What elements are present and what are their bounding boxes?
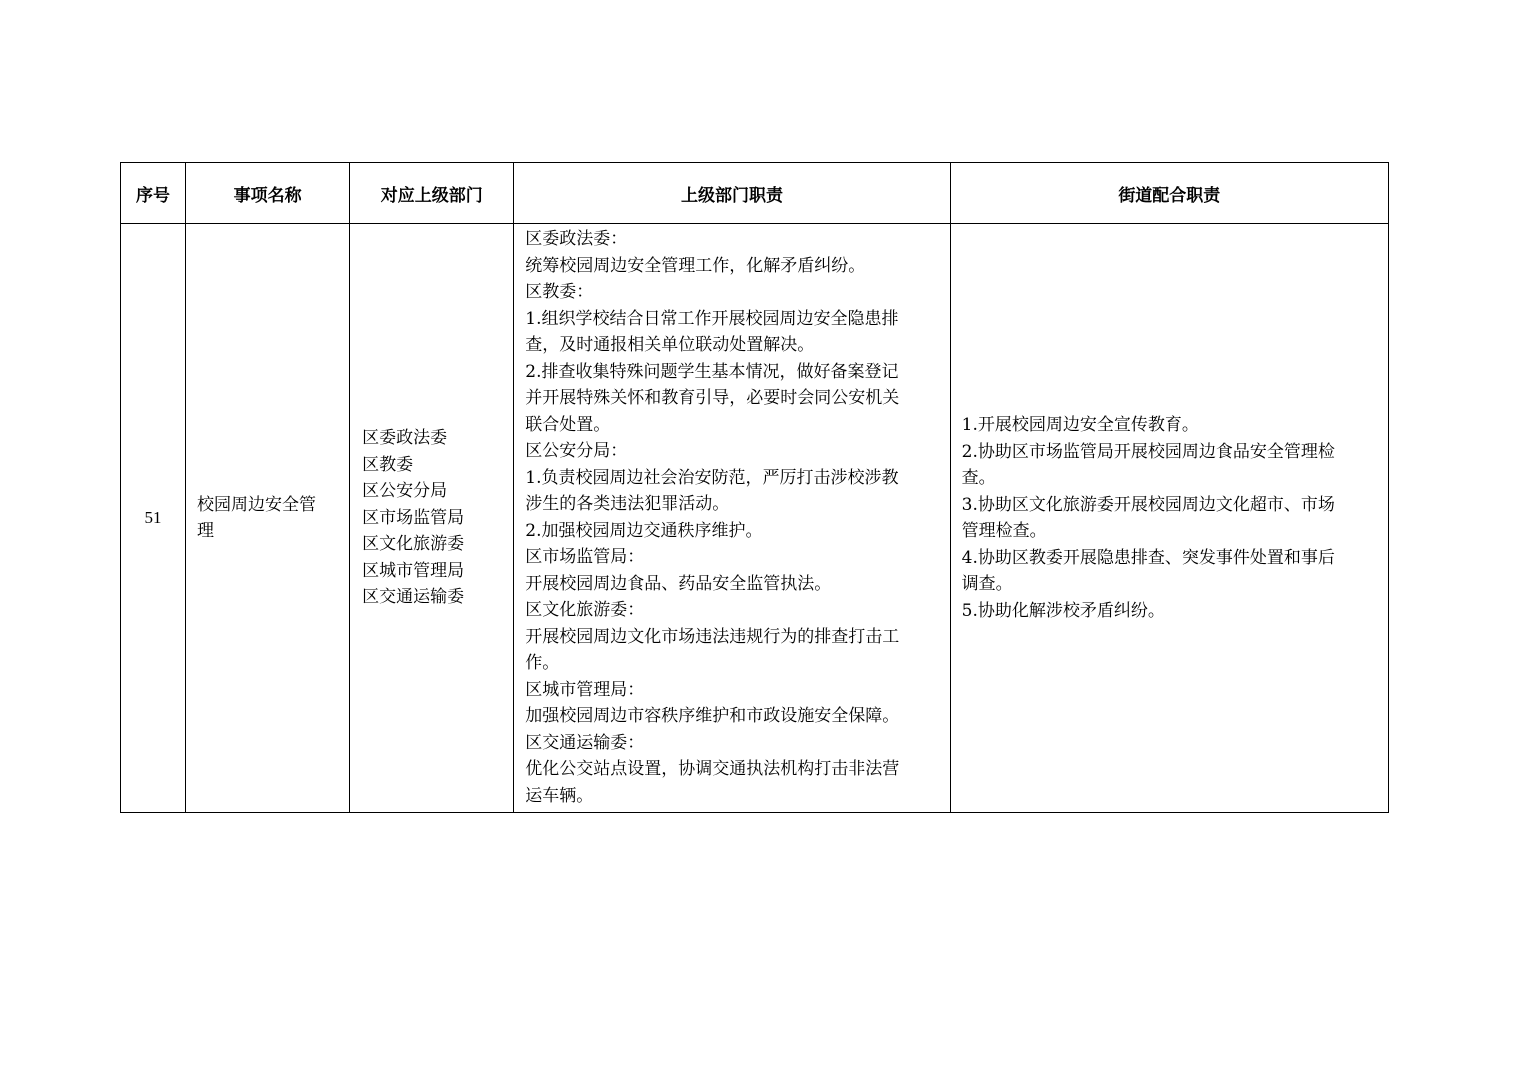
superior-duty-line: 区市场监管局： bbox=[525, 547, 645, 567]
superior-duty-line: 并开展特殊关怀和教育引导，必要时会同公安机关 bbox=[525, 388, 900, 408]
superior-duty-line: 1.组织学校结合日常工作开展校园周边安全隐患排 bbox=[525, 308, 899, 329]
header-name: 事项名称 bbox=[186, 163, 350, 224]
department-item: 区文化旅游委 bbox=[362, 534, 465, 555]
superior-duty-line: 区公安分局： bbox=[525, 441, 628, 461]
cell-departments bbox=[350, 224, 514, 813]
cell-item-name bbox=[186, 224, 350, 813]
street-duty-line: 5.协助化解涉校矛盾纠纷。 bbox=[961, 600, 1165, 621]
department-item: 区交通运输委 bbox=[362, 587, 465, 608]
department-item: 区城市管理局 bbox=[362, 560, 465, 581]
header-no: 序号 bbox=[121, 163, 186, 224]
header-dept: 对应上级部门 bbox=[350, 163, 514, 224]
superior-duty-line: 联合处置。 bbox=[525, 414, 611, 435]
department-item: 区公安分局 bbox=[362, 481, 448, 502]
superior-duty-line: 统筹校园周边安全管理工作，化解矛盾纠纷。 bbox=[525, 255, 866, 276]
superior-duty-line: 区城市管理局： bbox=[525, 679, 645, 700]
superior-duty-line: 2.排查收集特殊问题学生基本情况，做好备案登记 bbox=[525, 361, 899, 382]
cell-superior-duties bbox=[514, 224, 950, 813]
header-row bbox=[121, 163, 1389, 224]
superior-duty-line: 运车辆。 bbox=[525, 785, 594, 806]
cell-street-duties bbox=[950, 224, 1388, 813]
street-duty-line: 3.协助区文化旅游委开展校园周边文化超市、市场 bbox=[961, 494, 1335, 515]
street-duty-line: 管理检查。 bbox=[961, 521, 1047, 541]
item-name-line: 理 bbox=[197, 521, 215, 541]
cell-serial-number: 51 bbox=[121, 224, 186, 813]
table-body bbox=[121, 224, 1389, 813]
street-duty-line: 1.开展校园周边安全宣传教育。 bbox=[961, 415, 1199, 435]
table-header bbox=[121, 163, 1389, 224]
superior-duty-line: 加强校园周边市容秩序维护和市政设施安全保障。 bbox=[525, 706, 900, 726]
superior-duty-line: 区教委： bbox=[525, 282, 594, 302]
street-duty-line: 调查。 bbox=[961, 574, 1013, 594]
superior-duty-line: 查，及时通报相关单位联动处置解决。 bbox=[525, 335, 815, 355]
street-duty-line: 4.协助区教委开展隐患排查、突发事件处置和事后 bbox=[961, 547, 1335, 568]
superior-duty-line: 区委政法委： bbox=[525, 229, 628, 249]
duty-table bbox=[120, 162, 1389, 813]
header-superior: 上级部门职责 bbox=[514, 163, 950, 224]
superior-duty-line: 作。 bbox=[525, 653, 560, 673]
superior-duty-line: 2.加强校园周边交通秩序维护。 bbox=[525, 520, 763, 541]
superior-duty-line: 涉生的各类违法犯罪活动。 bbox=[525, 494, 730, 514]
table-row bbox=[121, 224, 1389, 813]
street-duty-line: 2.协助区市场监管局开展校园周边食品安全管理检 bbox=[961, 441, 1335, 462]
superior-duty-line: 1.负责校园周边社会治安防范，严厉打击涉校涉教 bbox=[525, 467, 899, 488]
superior-duty-line: 开展校园周边文化市场违法违规行为的排查打击工 bbox=[525, 626, 900, 647]
street-duty-line: 查。 bbox=[961, 468, 996, 488]
superior-duty-line: 开展校园周边食品、药品安全监管执法。 bbox=[525, 573, 832, 594]
superior-duty-line: 区交通运输委： bbox=[525, 732, 645, 753]
department-item: 区教委 bbox=[362, 454, 414, 475]
header-street: 街道配合职责 bbox=[950, 163, 1388, 224]
superior-duty-line: 优化公交站点设置，协调交通执法机构打击非法营 bbox=[525, 759, 900, 779]
superior-duty-line: 区文化旅游委： bbox=[525, 600, 645, 620]
department-item: 区委政法委 bbox=[362, 428, 448, 449]
superior-duties-text bbox=[525, 226, 941, 809]
item-name-line: 校园周边安全管 bbox=[197, 494, 317, 515]
department-item: 区市场监管局 bbox=[362, 507, 465, 528]
